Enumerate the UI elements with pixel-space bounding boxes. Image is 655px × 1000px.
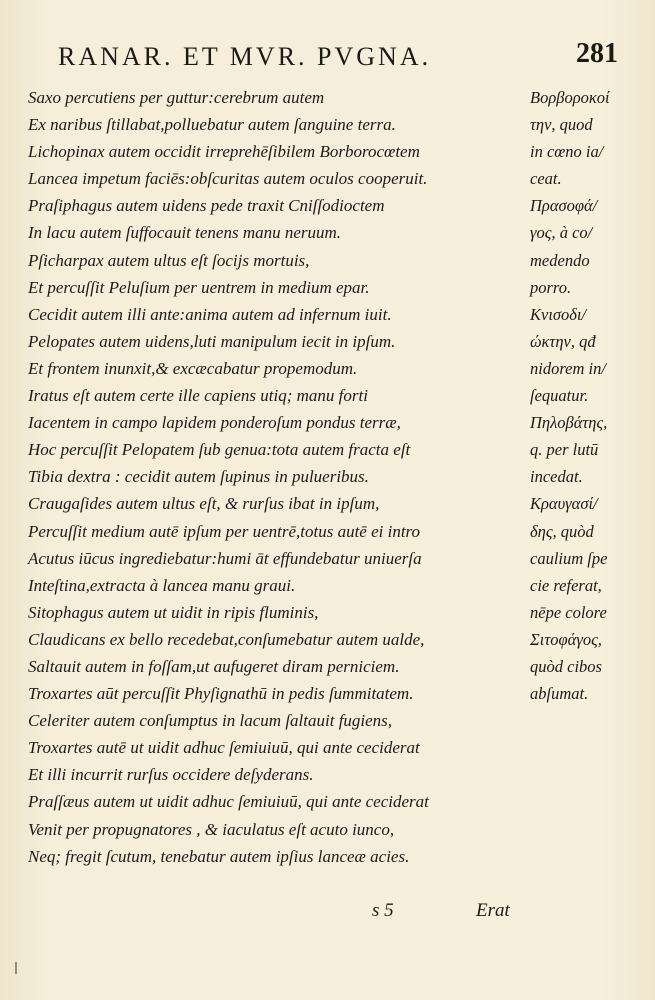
margin-notes: [530, 84, 650, 870]
margin-note-line: [530, 707, 650, 734]
text-line: Et illi incurrit rurſus occidere deſyderans.: [28, 765, 314, 785]
text-line: Ex naribus ſtillabat,polluebatur autem ſanguine terra.: [28, 115, 396, 135]
text-line: Praſiphagus autem uidens pede traxit Cniſſodioctem: [28, 196, 385, 216]
margin-note-line: q. per lutū: [530, 440, 599, 460]
margin-note-line: in cœno ia/: [530, 142, 604, 162]
text-line: Craugaſides autem ultus eſt, & rurſus ibat in ipſum,: [28, 494, 380, 514]
text-line: Saxo percutiens per guttur:cerebrum autem: [28, 88, 325, 107]
catchword: Erat: [476, 900, 510, 921]
margin-note-line: Πρασοφά/: [530, 196, 598, 216]
margin-note-line: Κραυγασί/: [530, 494, 598, 514]
margin-note-line: Πηλοβάτης,: [530, 413, 608, 433]
text-line: Neq; fregit ſcutum, tenebatur autem ipſius lanceæ acies.: [28, 846, 410, 866]
margin-note-line: cie referat,: [530, 575, 602, 595]
margin-note-line: δης, quòd: [530, 521, 594, 541]
margin-note-line: ώκτην, qđ: [530, 331, 596, 351]
margin-note-line: Βορβοροκοί: [530, 88, 610, 107]
signature-mark: s 5: [372, 900, 394, 921]
margin-note-line: caulium ſpe: [530, 548, 608, 568]
margin-note-line: medendo: [530, 250, 590, 270]
running-head: [58, 38, 618, 78]
margin-note-line: [530, 734, 650, 761]
margin-note-line: ceat.: [530, 169, 562, 189]
page-edge-mark: [15, 962, 17, 974]
text-line: Saltauit autem in foſſam,ut aufugeret diram perniciem.: [28, 656, 400, 676]
margin-note-line: porro.: [530, 277, 572, 297]
page-number: 281: [576, 38, 618, 69]
text-line: Cecidit autem illi ante:anima autem ad infernum iuit.: [28, 304, 392, 324]
text-line: Iratus eſt autem certe ille capiens utiq; manu forti: [28, 386, 368, 406]
margin-note-line: incedat.: [530, 467, 583, 487]
text-line: Et frontem inunxit,& excæcabatur propemodum.: [28, 358, 358, 378]
text-line: Lichopinax autem occidit irreprehēſibilem Borborocœtem: [28, 142, 420, 162]
text-line: Et percuſſit Peluſium per uentrem in medium epar.: [28, 277, 370, 297]
text-line: Hoc percuſſit Pelopatem ſub genua:tota autem fracta eſt: [28, 440, 411, 460]
margin-note-line: [530, 761, 650, 788]
running-title: RANAR. ET MVR. PVGNA.: [58, 42, 432, 71]
margin-note-line: Κνισοδι/: [530, 304, 587, 324]
margin-note-line: την, quod: [530, 115, 593, 135]
margin-note-line: [530, 788, 650, 815]
text-line: Lancea impetum faciēs:obſcuritas autem oculos cooperuit.: [28, 169, 428, 189]
margin-note-line: nidorem in/: [530, 358, 606, 378]
text-line: Percuſſit medium autē ipſum per uentrē,totus autē ei intro: [28, 521, 421, 541]
margin-note-line: nēpe colore: [530, 602, 607, 622]
text-line: Pſicharpax autem ultus eſt ſocijs mortuis,: [28, 250, 310, 270]
text-line: Tibia dextra : cecidit autem ſupinus in pulueribus.: [28, 467, 369, 487]
margin-note-line: abſumat.: [530, 684, 589, 704]
margin-note-line: ſequatur.: [530, 386, 589, 406]
poem-text-block: [28, 84, 533, 870]
margin-note-line: [530, 816, 650, 843]
text-line: Troxartes aūt percuſſit Phyſignathū in pedis ſummitatem.: [28, 684, 414, 704]
text-line: Sitophagus autem ut uidit in ripis fluminis,: [28, 602, 319, 622]
text-line: In lacu autem ſuffocauit tenens manu neruum.: [28, 223, 342, 243]
margin-note-line: [530, 843, 650, 870]
text-line: Venit per propugnatores , & iaculatus eſt acuto iunco,: [28, 819, 395, 839]
text-line: Pelopates autem uidens,luti manipulum iecit in ipſum.: [28, 331, 396, 351]
text-line: Praſſæus autem ut uidit adhuc ſemiuiuū, qui ante ceciderat: [28, 792, 429, 812]
margin-note-line: quòd cibos: [530, 656, 602, 676]
margin-note-line: γος, à co/: [530, 223, 593, 243]
margin-note-line: Σιτοφάγος,: [530, 629, 602, 649]
text-line: Troxartes autē ut uidit adhuc ſemiuiuū, qui ante ceciderat: [28, 738, 420, 758]
text-line: Iacentem in campo lapidem ponderoſum pondus terræ,: [28, 413, 401, 433]
text-line: Inteſtina,extracta à lancea manu graui.: [28, 575, 296, 595]
text-line: Claudicans ex bello recedebat,conſumebatur autem ualde,: [28, 629, 425, 649]
text-line: Acutus iūcus ingrediebatur:humi āt effundebatur uniuerſa: [28, 548, 422, 568]
text-line: Celeriter autem conſumptus in lacum ſaltauit fugiens,: [28, 711, 393, 731]
